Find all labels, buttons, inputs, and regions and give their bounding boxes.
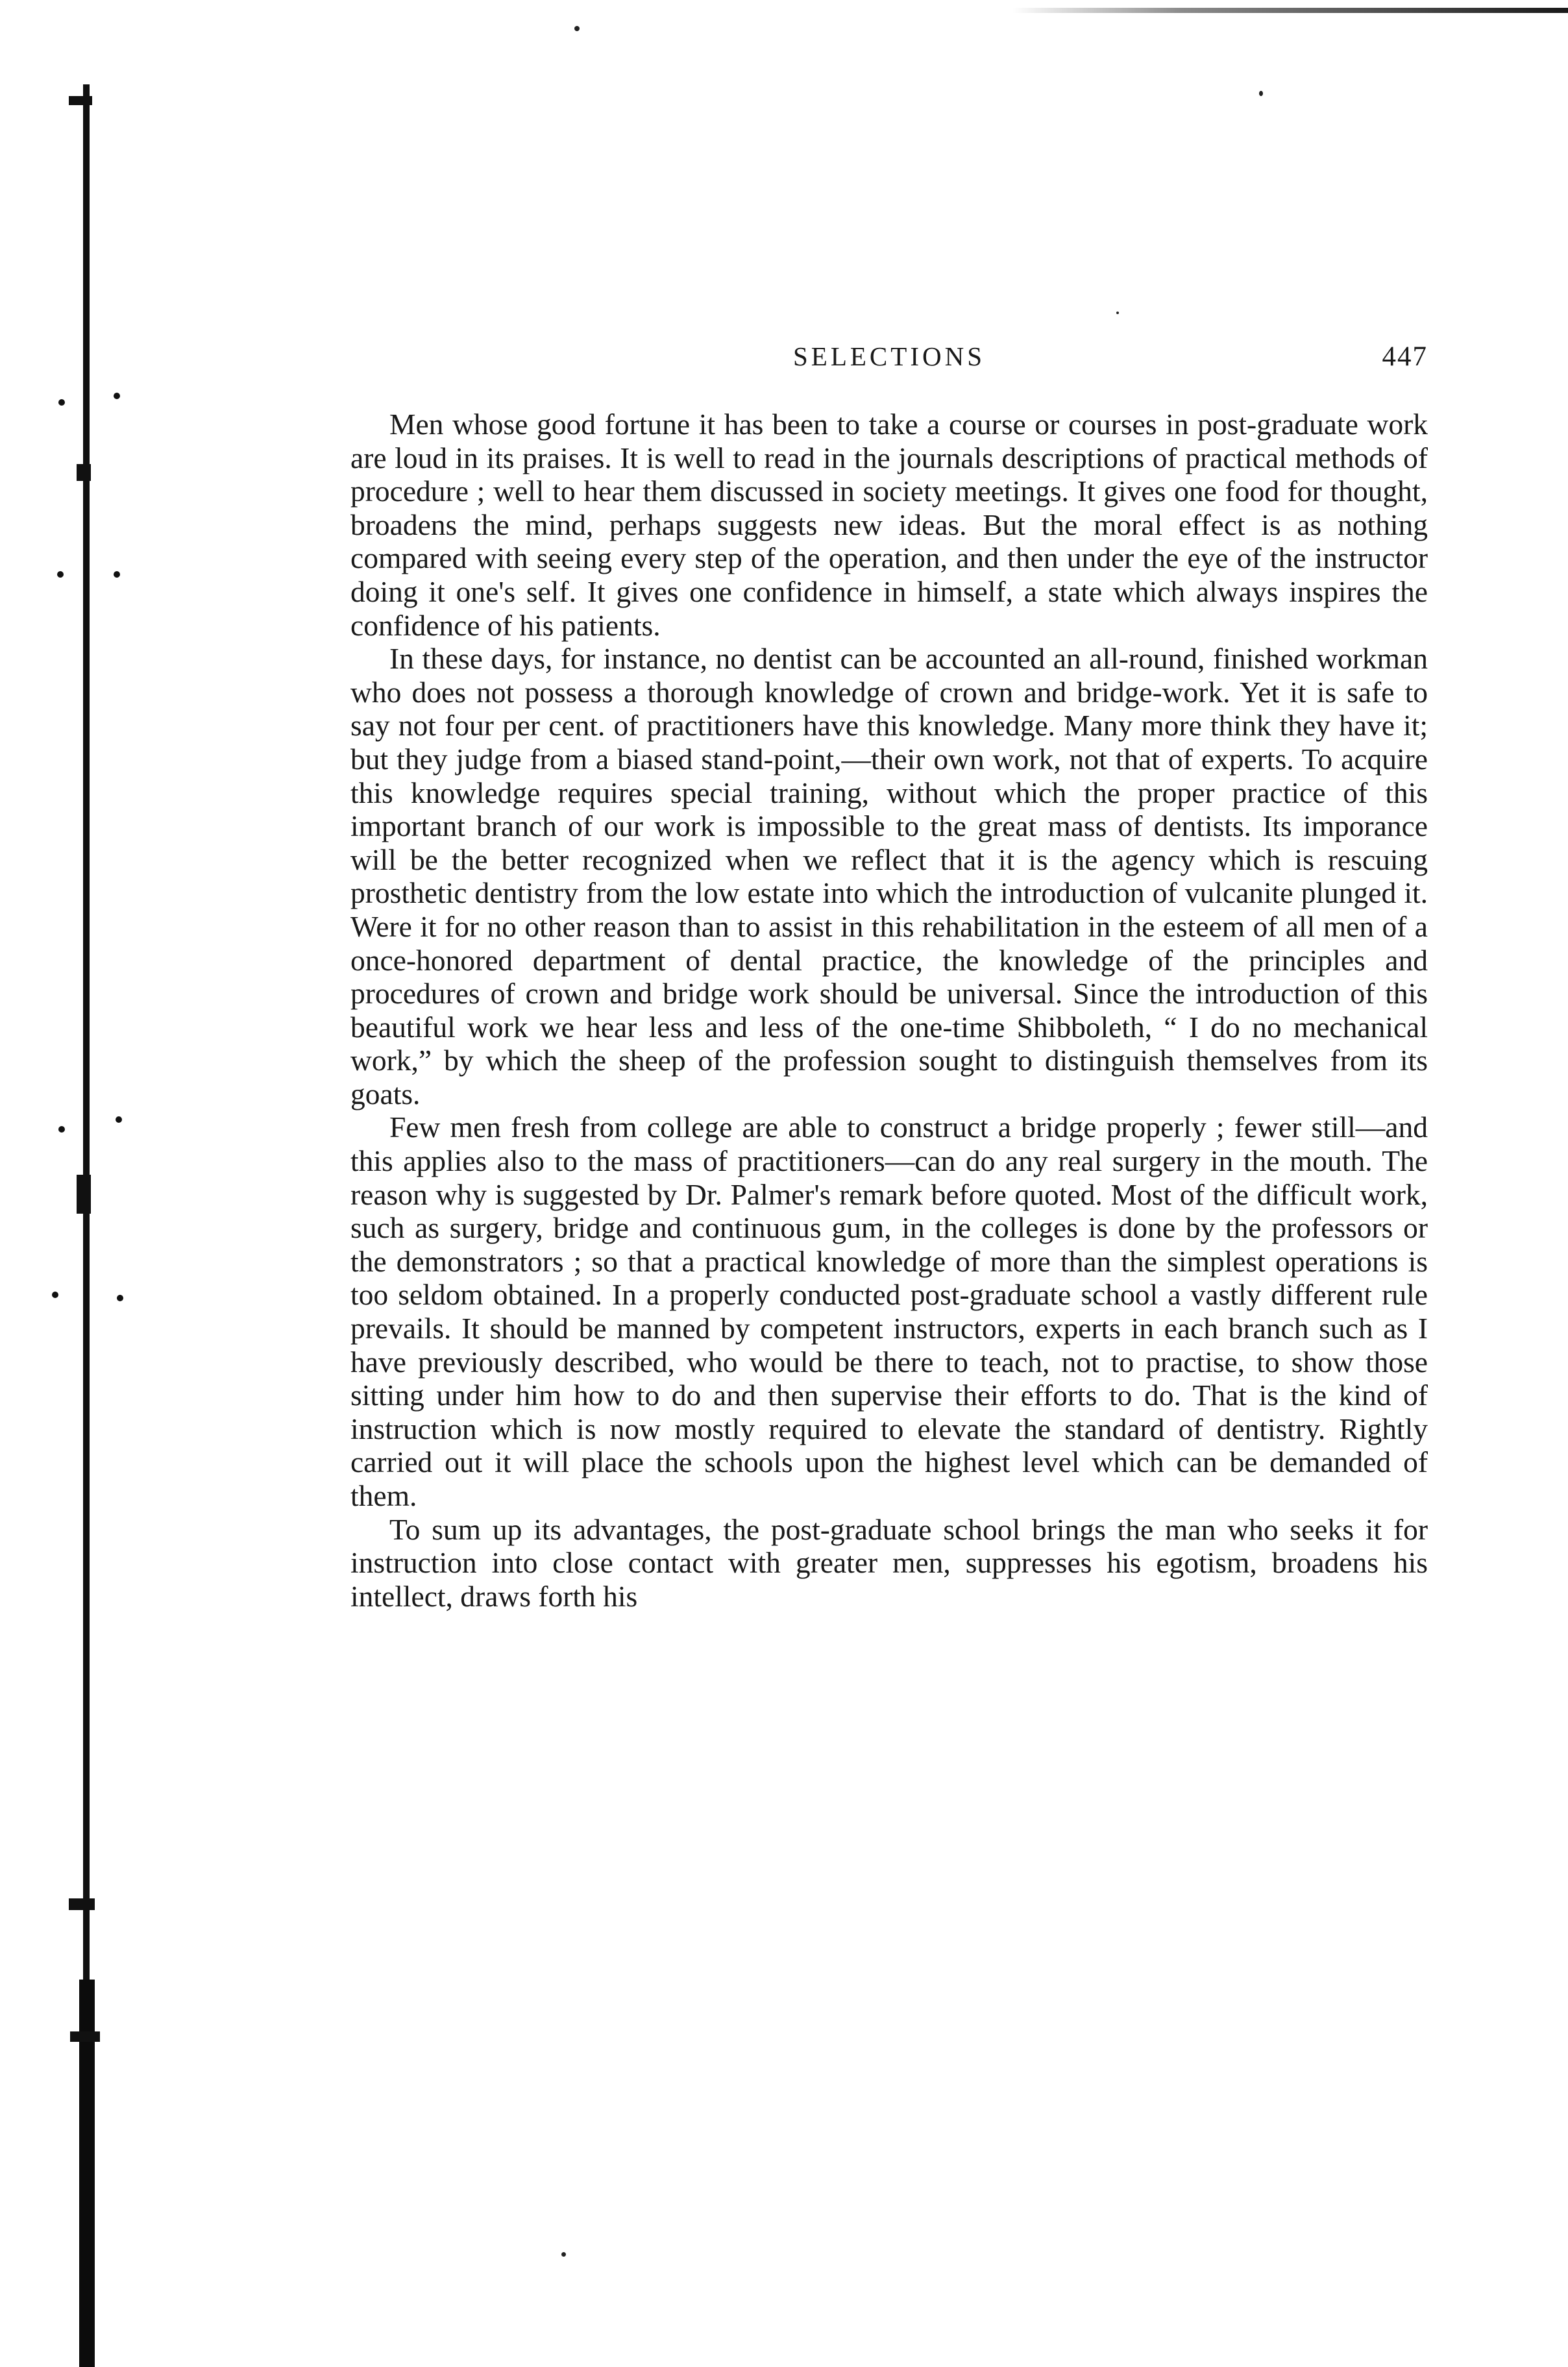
page-header xyxy=(350,341,1428,380)
binding-mark xyxy=(69,1898,95,1910)
binding-mark xyxy=(77,1175,91,1214)
binding-speck xyxy=(117,1295,123,1301)
scan-speck xyxy=(1116,312,1119,314)
paragraph: Few men fresh from college are able to construct a bridge properly ; fewer still—and this applies also to the mass of practitioners—can do any real surgery in the mouth. The reason why is suggested by Dr. Palmer's remark before quoted. Most of the difficult work, such as surgery, bridge and continuous gum, in the colleges is done by the professors or the demonstrators ; so that a practical knowledge of more than the simplest operations is too seldom obtained. In a properly conducted post-graduate school a vastly different rule prevails. It should be manned by competent instructors, experts in each branch such as I have previously described, who would be there to teach, not to practise, to show those sitting under him how to do and then supervise their efforts to do. That is the kind of instruction which is now mostly required to elevate the standard of dentistry. Rightly carried out it will place the schools upon the highest level which can be demanded of them. xyxy=(350,1110,1428,1512)
scan-speck xyxy=(1259,91,1263,96)
page-number: 447 xyxy=(1382,341,1428,372)
binding-speck xyxy=(114,571,120,578)
binding-speck xyxy=(114,393,120,399)
paragraph: In these days, for instance, no dentist can be accounted an all-round, finished workman who does not possess a thorough knowledge of crown and bridge-work. Yet it is safe to say not four per cent. of practitioners have this knowledge. Many more think they have it; but they judge from a biased stand-point,—their own work, not that of experts. To acquire this knowledge requires special training, without which the proper practice of this important branch of our work is impossible to the great mass of dentists. Its imporance will be the better recognized when we reflect that it is the agency which is rescuing prosthetic dentistry from the low estate into which the introduction of vulcanite plunged it. Were it for no other reason than to assist in this rehabilitation in the esteem of all men of a once-honored department of dental practice, the knowledge of the principles and procedures of crown and bridge work should be universal. Since the introduction of this beautiful work we hear less and less of the one-time Shibboleth, “ I do no mechanical work,” by which the sheep of the profession sought to distinguish themselves from its goats. xyxy=(350,642,1428,1110)
binding-speck xyxy=(58,1126,65,1133)
running-head: SELECTIONS xyxy=(793,341,985,371)
binding-speck xyxy=(57,571,64,578)
binding-mark xyxy=(77,464,91,481)
binding-speck xyxy=(52,1292,58,1298)
binding-speck xyxy=(116,1116,122,1123)
paragraph: To sum up its advantages, the post-graduate school brings the man who seeks it for instruction into close contact with greater men, suppresses his egotism, broadens his intellect, draws forth his xyxy=(350,1512,1428,1613)
binding-mark xyxy=(70,2031,100,2042)
binding-speck xyxy=(58,399,65,406)
scan-edge-rule xyxy=(1012,8,1568,13)
scan-speck xyxy=(561,2252,566,2257)
binding-mark xyxy=(69,96,92,105)
body-text xyxy=(350,408,1428,1613)
paragraph: Men whose good fortune it has been to take a course or courses in post-graduate work are loud in its praises. It is well to read in the journals descriptions of practical methods of procedure ; well to hear them discussed in society meetings. It gives one food for thought, broadens the mind, perhaps suggests new ideas. But the moral effect is as nothing compared with seeing every step of the operation, and then under the eye of the instructor doing it one's self. It gives one confidence in himself, a state which always inspires the confidence of his patients. xyxy=(350,408,1428,642)
scan-speck xyxy=(574,26,580,31)
